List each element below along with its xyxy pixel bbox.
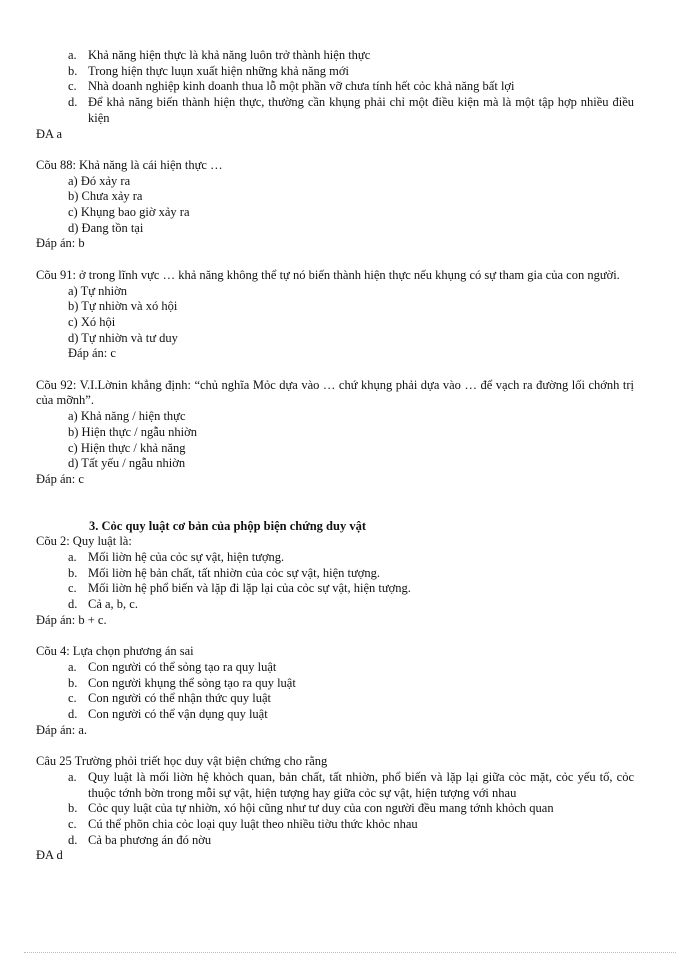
question-91 <box>36 268 634 362</box>
question-text: Cõu 2: Quy luật là: <box>36 534 132 549</box>
option-text: Con người có thể sỏng tạo ra quy luật <box>88 659 277 674</box>
option-d: d) Tự nhiờn và tư duy <box>68 330 178 345</box>
question-text: Cõu 88: Khả năng là cái hiện thực … <box>36 157 223 172</box>
option-b <box>68 64 634 80</box>
option-d <box>68 707 634 723</box>
question-88 <box>36 158 634 252</box>
option-text: Con người có thể nhận thức quy luật <box>88 691 271 706</box>
option-a: a) Khả năng / hiện thực <box>68 409 186 424</box>
option-b: b) Chưa xảy ra <box>68 189 143 204</box>
answer-line: Đáp án: a. <box>36 722 88 737</box>
question-block-continued <box>36 48 634 142</box>
option-text: Mối liờn hệ phổ biến và lặp đi lặp lại của cỏc sự vật, hiện tượng. <box>88 581 411 596</box>
option-a <box>68 48 634 64</box>
option-label: b. <box>68 565 78 580</box>
option-label: b. <box>68 675 78 690</box>
option-d <box>68 95 634 126</box>
option-text: Mối liờn hệ bản chất, tất nhiờn của cỏc sự vật, hiện tượng. <box>88 565 380 580</box>
option-d: d) Tất yếu / ngẫu nhiờn <box>68 456 186 471</box>
question-text: Cõu 91: ở trong lĩnh vực … khả năng không thể tự nó biến thành hiện thực nếu khụng có sự tham gia của con người. <box>36 267 620 282</box>
option-text: Con người khụng thể sỏng tạo ra quy luật <box>88 675 296 690</box>
option-text: Cỏc quy luật của tự nhiờn, xó hội cũng như tư duy của con người đều mang tớnh khỏch quan <box>88 801 554 816</box>
option-a: a) Tự nhiờn <box>68 283 127 298</box>
option-text: Cả a, b, c. <box>88 597 138 612</box>
option-label: d. <box>68 95 78 110</box>
page-bottom-divider <box>24 952 676 953</box>
question-92 <box>36 378 634 488</box>
option-label: d. <box>68 707 78 722</box>
option-d <box>68 597 634 613</box>
option-text: Khả năng hiện thực là khả năng luôn trở thành hiện thực <box>88 48 371 62</box>
answer-line: Đáp án: c <box>36 471 84 486</box>
option-label: a. <box>68 550 77 565</box>
answer-line: ĐA a <box>36 126 63 141</box>
option-text: Con người có thể vận dụng quy luật <box>88 707 268 722</box>
option-label: b. <box>68 63 78 78</box>
option-a <box>68 660 634 676</box>
option-b <box>68 566 634 582</box>
option-b: b) Hiện thực / ngẫu nhiờn <box>68 424 197 439</box>
question-25 <box>36 754 634 864</box>
answer-line: ĐA d <box>36 848 63 863</box>
option-label: d. <box>68 597 78 612</box>
option-c <box>68 817 634 833</box>
answer-line: Đáp án: b <box>36 236 85 251</box>
answer-line: Đáp án: b + c. <box>36 612 107 627</box>
question-4 <box>36 644 634 738</box>
option-label: a. <box>68 769 77 784</box>
option-c <box>68 79 634 95</box>
option-text: Cú thể phõn chia cỏc loại quy luật theo nhiều tiờu thức khỏc nhau <box>88 816 418 831</box>
question-text: Câu 25 Trường phỏi triết học duy vật biện chứng cho rằng <box>36 754 328 769</box>
section-heading: 3. Cỏc quy luật cơ bản của phộp biện chứng duy vật <box>89 518 366 533</box>
answer-line: Đáp án: c <box>68 346 116 361</box>
option-text: Nhà doanh nghiệp kinh doanh thua lỗ một phần vỡ chưa tính hết cỏc khả năng bất lợi <box>88 79 515 94</box>
option-c: c) Khụng bao giờ xảy ra <box>68 205 190 220</box>
question-2 <box>36 534 634 628</box>
option-text: Quy luật là mối liờn hệ khỏch quan, bản chất, tất nhiờn, phổ biến và lặp lại giữa cỏc mặt, cỏc yếu tố, cỏc thuộc tớnh bờn trong mỗi sự vật, hiện tượng hay giữa cỏc sự vật, hiện tượng với nhau <box>88 769 634 800</box>
option-b: b) Tự nhiờn và xó hội <box>68 299 178 314</box>
option-a: a) Đó xảy ra <box>68 173 131 188</box>
option-label: b. <box>68 801 78 816</box>
option-text: Cả ba phương án đó nờu <box>88 832 212 847</box>
option-c: c) Hiện thực / khả năng <box>68 440 186 455</box>
option-label: c. <box>68 816 77 831</box>
option-text: Trong hiện thực luụn xuất hiện những khả năng mới <box>88 63 349 78</box>
option-label: a. <box>68 659 77 674</box>
option-label: a. <box>68 48 77 62</box>
option-a <box>68 550 634 566</box>
option-c: c) Xó hội <box>68 314 116 329</box>
option-label: c. <box>68 691 77 706</box>
option-label: d. <box>68 832 78 847</box>
option-a <box>68 770 634 801</box>
option-text: Mối liờn hệ của cỏc sự vật, hiện tượng. <box>88 550 285 565</box>
option-d: d) Đang tồn tại <box>68 220 144 235</box>
question-text: Cõu 92: V.I.Lờnin khẳng định: “chủ nghĩa Mỏc dựa vào … chứ khụng phải dựa vào … để vạch ra đường lối chớnh trị của mỡnh”. <box>36 377 634 408</box>
option-text: Để khả năng biến thành hiện thực, thường cần khụng phải chỉ một điều kiện mà là một tập hợp nhiều điều kiện <box>88 95 634 125</box>
option-c <box>68 691 634 707</box>
option-b <box>68 801 634 817</box>
option-d <box>68 833 634 849</box>
option-c <box>68 581 634 597</box>
option-b <box>68 676 634 692</box>
document-page <box>36 48 634 864</box>
question-text: Cõu 4: Lựa chọn phương án sai <box>36 644 194 659</box>
option-label: c. <box>68 79 77 94</box>
option-label: c. <box>68 581 77 596</box>
